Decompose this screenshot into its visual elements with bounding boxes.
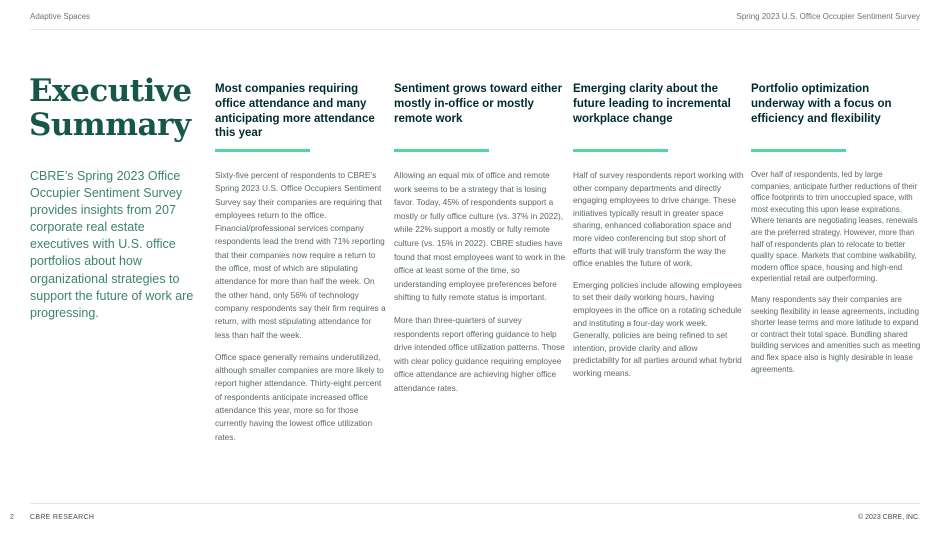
header-report-title: Spring 2023 U.S. Office Occupier Sentiment Survey xyxy=(736,12,920,21)
footer-publisher: CBRE RESEARCH xyxy=(30,514,95,521)
paragraph: Allowing an equal mix of office and remote work seems to be a strategy that is losing favor. Today, 45% of respondents support a mostly or fully office culture (vs. 37% in 2022), while 22% support a mostly or fully remote culture (vs. 15% in 2022). CBRE studies have found that most employees want to work in the office at least some of the time, so understanding employee preferences before shifting to fully remote status is important. xyxy=(394,170,566,303)
column-heading: Portfolio optimization underway with a focus on efficiency and flexibility xyxy=(751,83,892,125)
paragraph: Office space generally remains underutilized, although smaller companies are more likely to report higher attendance. Thirty-eight percent of respondents anticipate increased office attendance this year, more so for those currently having the lowest office utilization rates. xyxy=(215,351,384,442)
column-heading: Sentiment grows toward either mostly in-office or mostly remote work xyxy=(394,83,563,125)
column-emerging-clarity xyxy=(573,82,745,389)
paragraph: Half of survey respondents report working with other company departments and directly engaging employees to drive change. These initiatives typically result in greater space sharing, enhanced collaboration space and more video conferencing but stop short of efforts that will truly transform the way the office enables the future of work. xyxy=(573,170,744,269)
heading-accent-bar xyxy=(394,149,489,152)
header-section-label: Adaptive Spaces xyxy=(30,12,91,21)
footer-divider xyxy=(30,503,920,504)
column-office-attendance xyxy=(215,82,387,453)
column-heading: Most companies requiring office attendance and many anticipating more attendance this year xyxy=(215,83,375,140)
page-number: 2 xyxy=(10,514,14,521)
heading-accent-bar xyxy=(573,149,668,152)
paragraph: Over half of respondents, led by large companies, anticipate further reductions of their office footprints to trim unoccupied space, with most executing this upon lease expirations. Where tenants are negotiating leases, renewals are the preferred strategy. However, more than half of respondents plan to relocate to better quality space. Markets that combine walkability, modern office space, housing and high-end experiential retail are outperforming. xyxy=(751,170,918,284)
heading-accent-bar xyxy=(215,149,310,152)
header-divider xyxy=(30,29,920,30)
paragraph: Sixty-five percent of respondents to CBRE’s Spring 2023 U.S. Office Occupiers Sentiment Survey say their companies are requiring that employees return to the office. Financial/professional services company respondents lead the trend with 71% reporting that their companies now require a return to the office, most of which are stipulating attendance for more than half the week. On the other hand, only 56% of technology company respondents say their firm requires a return, with most stipulating attendance for less than half the week. xyxy=(215,170,386,340)
footer-copyright: © 2023 CBRE, INC. xyxy=(858,514,920,521)
column-heading: Emerging clarity about the future leading to incremental workplace change xyxy=(573,83,731,125)
column-sentiment xyxy=(394,82,566,405)
column-portfolio xyxy=(751,82,923,384)
page-title: Executive Summary xyxy=(29,73,192,143)
column-body xyxy=(751,169,923,375)
paragraph: More than three-quarters of survey respondents report offering guidance to help drive intended office utilization patterns. Those with clear policy guidance requiring employee office attendance are achieving higher office attendance rates. xyxy=(394,314,565,393)
paragraph: Many respondents say their companies are seeking flexibility in lease agreements, including shorter lease terms and more latitude to expand or contract their total space. Bundling shared building services and amenities such as meeting and flex space also is highly desirable in lease agreements. xyxy=(751,294,921,374)
paragraph: Emerging policies include allowing employees to set their daily working hours, having employees in the office on a rotating schedule and instituting a four-day work week. Generally, policies are being refined to set intention, provide clarity and allow predictability for all parties around what hybrid working means. xyxy=(573,279,742,378)
heading-accent-bar xyxy=(751,149,846,152)
intro-summary: CBRE’s Spring 2023 Office Occupier Sentiment Survey provides insights from 207 corporate real estate executives with U.S. office portfolios about how organizational strategies to support the future of work are progressing. xyxy=(30,169,194,320)
column-body xyxy=(215,169,387,444)
column-body xyxy=(394,169,566,396)
column-body xyxy=(573,169,745,380)
